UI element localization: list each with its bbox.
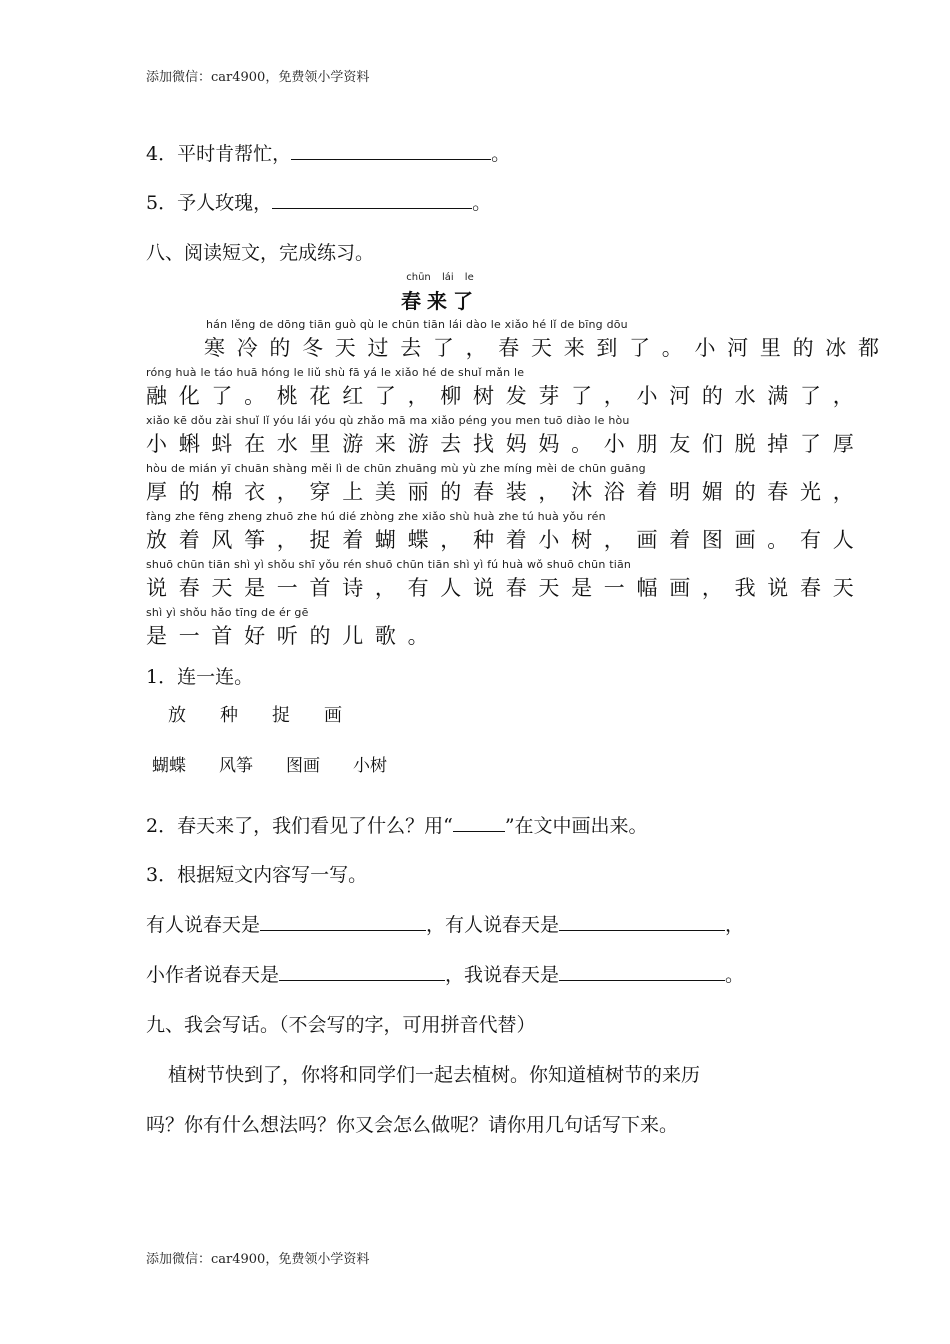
passage-text: 说春天是一首诗，有人说春天是一幅画，我说春天 — [146, 576, 866, 600]
passage-title-pinyin: chūn lái le — [406, 272, 474, 283]
noun-word[interactable]: 风筝 — [219, 756, 253, 776]
passage-text: 厚的棉衣，穿上美丽的春装，沐浴着明媚的春光， — [146, 480, 866, 504]
q3-blank-4[interactable] — [559, 962, 725, 981]
question-3-label: 3．根据短文内容写一写。 — [146, 864, 368, 886]
passage-title-block — [401, 272, 479, 314]
q3-row1-end: ， — [725, 914, 745, 936]
q3-row2-text-b: ，我说春天是 — [445, 964, 560, 986]
passage-text: 放着风筝，捉着蝴蝶，种着小树，画着图画。有人 — [146, 528, 866, 552]
passage-line — [146, 558, 866, 606]
noun-word[interactable]: 蝴蝶 — [152, 756, 186, 776]
section-9-prompt-line-1: 植树节快到了，你将和同学们一起去植树。你知道植树节的来历 — [168, 1064, 701, 1086]
q3-row2-end: 。 — [725, 964, 745, 986]
q3-row1-text-a: 有人说春天是 — [146, 914, 261, 936]
question-4-blank[interactable] — [291, 141, 491, 160]
passage-line — [146, 606, 806, 654]
noun-row — [152, 751, 387, 776]
passage-line — [146, 366, 866, 414]
section-9-heading: 九、我会写话。（不会写的字，可用拼音代替） — [146, 1014, 536, 1036]
passage-pinyin: shuō chūn tiān shì yì shǒu shī yǒu rén shuō chūn tiān shì yì fú huà wǒ shuō chūn tiān — [146, 558, 632, 571]
passage-pinyin: fàng zhe fēng zheng zhuō zhe hú dié zhòng zhe xiǎo shù huà zhe tú huà yǒu rén — [146, 510, 606, 523]
page-header: 添加微信：car4900，免费领小学资料 — [146, 70, 370, 85]
reading-passage — [146, 318, 891, 654]
noun-word[interactable]: 小树 — [353, 756, 387, 776]
passage-pinyin: hán lěng de dōng tiān guò qù le chūn tiān lái dào le xiǎo hé lǐ de bīng dōu — [206, 318, 628, 331]
question-2 — [146, 811, 648, 838]
passage-pinyin: hòu de mián yī chuān shàng měi lì de chūn zhuāng mù yù zhe míng mèi de chūn guāng — [146, 462, 646, 475]
question-4-prefix: 4．平时肯帮忙， — [146, 143, 292, 165]
passage-line — [146, 318, 891, 366]
passage-pinyin: xiǎo kē dǒu zài shuǐ lǐ yóu lái yóu qù zhǎo mā ma xiǎo péng you men tuō diào le hòu — [146, 414, 630, 427]
underline-sample — [453, 813, 505, 832]
section-8-heading: 八、阅读短文，完成练习。 — [146, 242, 375, 264]
passage-title: 春来了 — [401, 289, 479, 313]
verb-row — [168, 701, 342, 727]
passage-line — [146, 510, 866, 558]
passage-line — [146, 462, 866, 510]
q3-blank-2[interactable] — [559, 912, 725, 931]
question-3-row-1 — [146, 910, 744, 937]
q3-blank-1[interactable] — [260, 912, 426, 931]
passage-text: 是一首好听的儿歌。 — [146, 624, 441, 648]
question-5-blank[interactable] — [272, 190, 472, 209]
passage-pinyin: róng huà le táo huā hóng le liǔ shù fā yá le xiǎo hé de shuǐ mǎn le — [146, 366, 525, 379]
noun-word[interactable]: 图画 — [286, 756, 320, 776]
verb-word[interactable]: 画 — [324, 705, 342, 726]
q3-row1-text-b: ，有人说春天是 — [426, 914, 560, 936]
page-footer: 添加微信：car4900，免费领小学资料 — [146, 1252, 370, 1267]
question-2-after: ”在文中画出来。 — [504, 815, 648, 837]
question-4-suffix: 。 — [491, 143, 511, 165]
passage-text: 小蝌蚪在水里游来游去找妈妈。小朋友们脱掉了厚 — [146, 432, 866, 456]
question-3-row-2 — [146, 960, 744, 987]
verb-word[interactable]: 放 — [168, 705, 186, 726]
verb-word[interactable]: 种 — [220, 705, 238, 726]
question-5 — [146, 188, 491, 215]
verb-word[interactable]: 捉 — [272, 705, 290, 726]
passage-text: 寒冷的冬天过去了，春天来到了。小河里的冰都 — [204, 336, 891, 360]
question-5-prefix: 5．予人玫瑰， — [146, 192, 273, 214]
passage-text: 融化了。桃花红了，柳树发芽了，小河的水满了， — [146, 384, 866, 408]
q3-row2-text-a: 小作者说春天是 — [146, 964, 280, 986]
passage-pinyin: shì yì shǒu hǎo tīng de ér gē — [146, 606, 309, 619]
question-2-before: 2．春天来了，我们看见了什么？用“ — [146, 815, 453, 837]
q3-blank-3[interactable] — [279, 962, 445, 981]
question-5-suffix: 。 — [472, 192, 492, 214]
question-1-label: 1．连一连。 — [146, 666, 254, 688]
section-9-prompt-line-2: 吗？你有什么想法吗？你又会怎么做呢？请你用几句话写下来。 — [146, 1114, 679, 1136]
passage-line — [146, 414, 866, 462]
question-4 — [146, 139, 510, 166]
